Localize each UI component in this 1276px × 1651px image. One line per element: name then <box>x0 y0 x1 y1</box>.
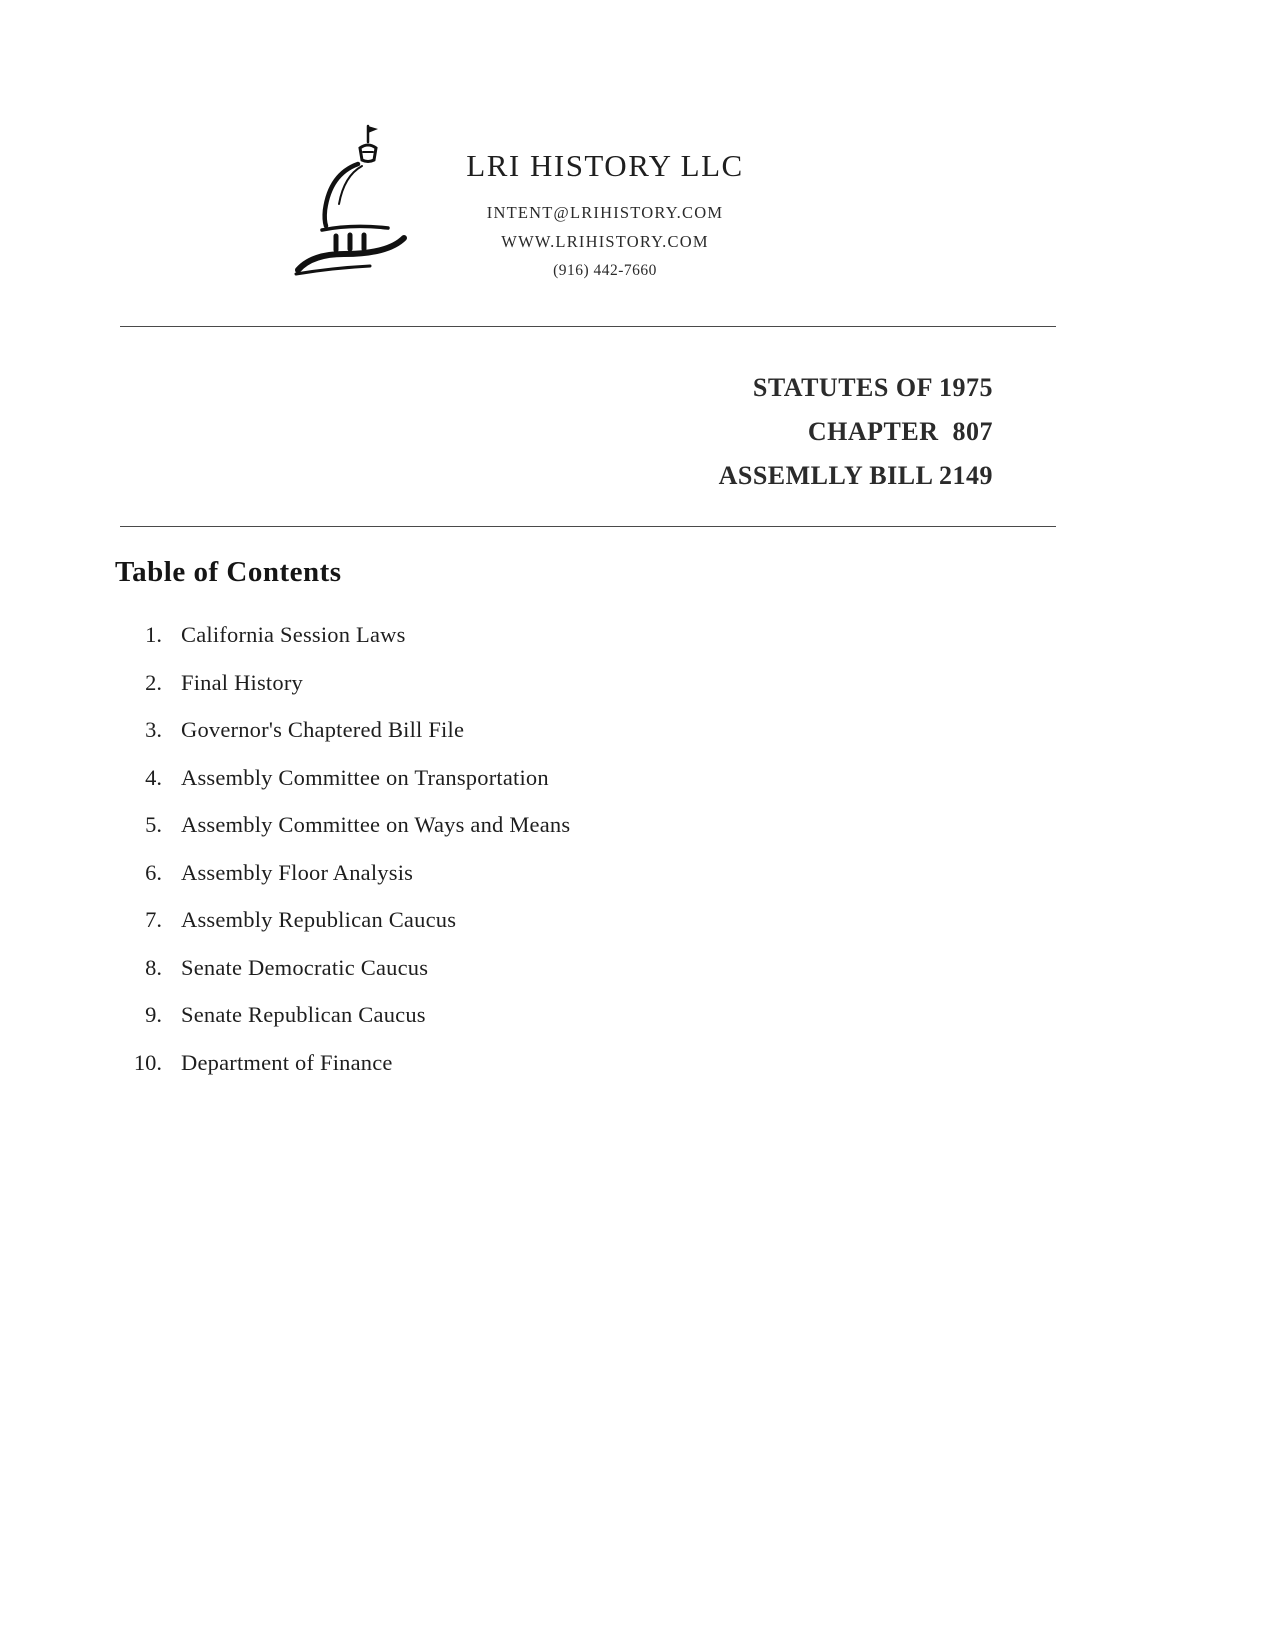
toc-item-label: Assembly Committee on Ways and Means <box>181 812 571 837</box>
toc-item <box>108 860 570 908</box>
divider-bottom <box>120 526 1056 527</box>
toc-item-number: 4. <box>145 764 162 790</box>
toc-item-label: Governor's Chaptered Bill File <box>181 717 465 742</box>
toc-item <box>108 765 570 813</box>
toc-list <box>108 622 570 1097</box>
toc-item-label: Assembly Committee on Transportation <box>181 764 549 790</box>
company-email: INTENT@LRIHISTORY.COM <box>486 203 724 222</box>
toc-item <box>108 907 570 955</box>
toc-item-number: 8. <box>145 954 162 980</box>
toc-item-label: Senate Democratic Caucus <box>181 954 429 980</box>
toc-item-number: 10. <box>133 1049 162 1075</box>
toc-item <box>108 670 570 718</box>
divider-top <box>120 326 1056 327</box>
toc-item-number: 1. <box>145 622 162 647</box>
toc-item <box>108 812 570 860</box>
toc-item-label: Final History <box>181 669 303 695</box>
toc-item <box>108 1050 570 1098</box>
toc-item-number: 3. <box>145 717 162 742</box>
toc-item <box>108 955 570 1003</box>
company-phone: (916) 442-7660 <box>553 262 657 279</box>
chapter-line: CHAPTER 807 <box>807 417 993 446</box>
toc-item-label: Senate Republican Caucus <box>181 1002 426 1027</box>
statutes-title-block <box>719 366 993 498</box>
toc-item-label: Assembly Republican Caucus <box>181 907 457 932</box>
toc-item-label: Department of Finance <box>181 1049 393 1075</box>
statutes-year-line: STATUTES OF 1975 <box>752 373 993 402</box>
toc-item <box>108 717 570 765</box>
company-website: WWW.LRIHISTORY.COM <box>501 232 709 251</box>
toc-item <box>108 1002 570 1050</box>
toc-item-number: 9. <box>145 1002 162 1027</box>
company-name: LRI HISTORY LLC <box>466 148 744 183</box>
assembly-bill-line: ASSEMLLY BILL 2149 <box>718 461 993 490</box>
toc-item-label: California Session Laws <box>181 622 406 647</box>
toc-item-number: 2. <box>145 669 162 695</box>
toc-title: Table of Contents <box>115 556 342 588</box>
toc-item-number: 6. <box>145 859 162 885</box>
letterhead <box>420 148 790 285</box>
toc-item <box>108 622 570 670</box>
toc-item-label: Assembly Floor Analysis <box>181 859 414 885</box>
toc-item-number: 5. <box>145 812 162 837</box>
toc-item-number: 7. <box>145 907 162 932</box>
